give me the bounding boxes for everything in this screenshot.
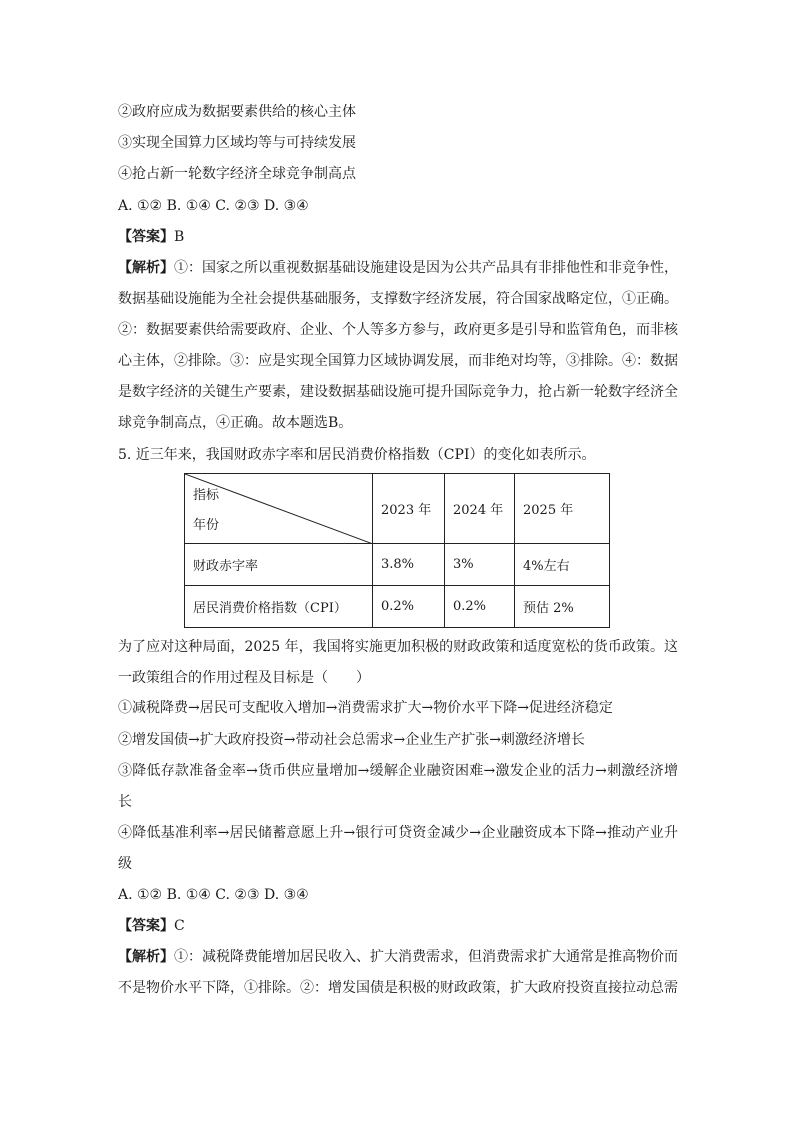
table-col-header: 2024 年 [445, 474, 515, 544]
answer-label: 【答案】 [118, 229, 174, 245]
q5-option-1: ①减税降费→居民可支配收入增加→消费需求扩大→物价水平下降→促进经济稳定 [118, 700, 613, 716]
table-cell: 0.2% [373, 586, 445, 628]
table-cell: 预估 2% [515, 586, 610, 628]
q5-choices: A. ①② B. ①④ C. ②③ D. ③④ [118, 887, 309, 903]
q5-option-3: ③降低存款准备金率→货币供应量增加→缓解企业融资困难→激发企业的活力→刺激经济增长 [118, 763, 678, 810]
corner-top-label: 指标 [193, 488, 220, 503]
table-row-label: 居民消费价格指数（CPI） [185, 586, 373, 628]
corner-bottom-label: 年份 [193, 518, 220, 533]
q4-analysis [118, 253, 678, 439]
answer-label: 【答案】 [118, 918, 174, 934]
q4-choices: A. ①② B. ①④ C. ②③ D. ③④ [118, 198, 309, 214]
analysis-text: ①：减税降费能增加居民收入、扩大消费需求，但消费需求扩大通常是推高物价而不是物价水平下降，①排除。②：增发国债是积极的财政政策，扩大政府投资直接拉动总需 [118, 949, 678, 996]
table-header-row [185, 474, 610, 544]
analysis-label: 【解析】 [118, 260, 174, 276]
q5-analysis [118, 942, 678, 1004]
q4-option-4: ④抢占新一轮数字经济全球竞争制高点 [118, 166, 356, 182]
q5-stem: 5. 近三年来，我国财政赤字率和居民消费价格指数（CPI）的变化如表所示。 [118, 447, 596, 463]
table-cell: 4%左右 [515, 544, 610, 586]
table-cell: 3% [445, 544, 515, 586]
q4-option-2: ②政府应成为数据要素供给的核心主体 [118, 104, 356, 120]
q4-answer [118, 227, 184, 247]
table-row-label: 财政赤字率 [185, 544, 373, 586]
q5-option-4: ④降低基准利率→居民储蓄意愿上升→银行可贷资金减少→企业融资成本下降→推动产业升级 [118, 825, 678, 872]
table-row [185, 586, 610, 628]
q5-prompt: 为了应对这种局面，2025 年，我国将实施更加积极的财政政策和适度宽松的货币政策。这一政策组合的作用过程及目标是（ ） [118, 639, 678, 686]
q5-answer [118, 916, 185, 936]
answer-value: C [174, 918, 185, 934]
table-row [185, 544, 610, 586]
table-corner-cell [185, 474, 373, 544]
analysis-text: ①：国家之所以重视数据基础设施建设是因为公共产品具有非排他性和非竞争性，数据基础设施能为全社会提供基础服务，支撑数字经济发展，符合国家战略定位，①正确。②：数据要素供给需要政府、企业、个人等多方参与，政府更多是引导和监管角色，而非核心主体，②排除。③：应是实现全国算力区域协调发展，而非绝对均等，③排除。④：数据是数字经济的关键生产要素，建设数据基础设施可提升国际竞争力，抢占新一轮数字经济全球竞争制高点，④正确。故本题选B。 [118, 260, 678, 431]
q4-option-3: ③实现全国算力区域均等与可持续发展 [118, 135, 356, 151]
cpi-deficit-table [184, 473, 610, 628]
table-cell: 0.2% [445, 586, 515, 628]
table-cell: 3.8% [373, 544, 445, 586]
answer-value: B [174, 229, 185, 245]
table-col-header: 2023 年 [373, 474, 445, 544]
analysis-label: 【解析】 [118, 949, 174, 965]
table-col-header: 2025 年 [515, 474, 610, 544]
q5-option-2: ②增发国债→扩大政府投资→带动社会总需求→企业生产扩张→刺激经济增长 [118, 732, 585, 748]
